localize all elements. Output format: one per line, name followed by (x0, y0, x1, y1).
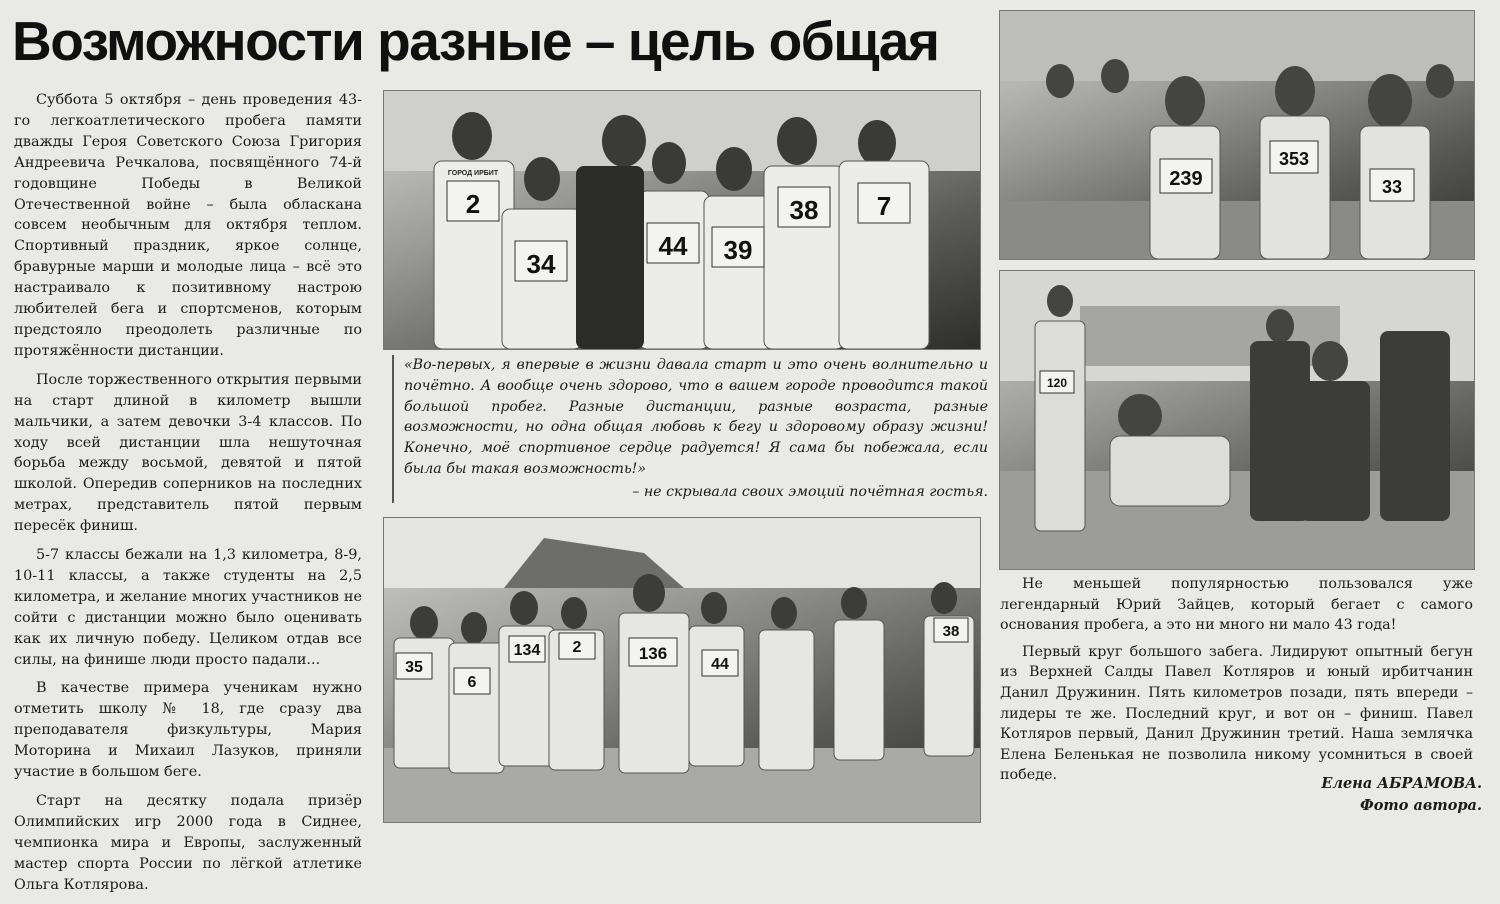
bib-number: 134 (513, 642, 541, 659)
photo-finish-line (999, 270, 1475, 570)
photo-credit: Фото автора. (1359, 797, 1482, 814)
bib-number: 34 (526, 249, 556, 279)
bib-number: 44 (658, 231, 688, 261)
photo-group-runners (383, 90, 981, 350)
photo-kids-start-art (1000, 11, 1474, 259)
left-text-column (14, 90, 362, 904)
quote-block (392, 355, 988, 503)
bib-banner-text: ГОРОД ИРБИТ (447, 170, 499, 177)
right-text-column (1000, 574, 1473, 792)
bib-number: 239 (1169, 168, 1203, 190)
quote-text: «Во-первых, я впервые в жизни давала старт и это очень волнительно и почётно. А вообще очень здорово, что в вашем городе проводится такой большой пробег. Разные дистанции, разные возраста, разные возможности, но одна общая любовь к бегу и здоровому образу жизни! Конечно, моё спортивное сердце радуется! Я сама бы побежала, если была бы такая возможность!» (404, 357, 988, 477)
bib-number: 33 (1381, 177, 1403, 197)
paragraph: 5-7 классы бежали на 1,3 километра, 8-9, 10-11 классы, а также студенты на 2,5 километра, и желание многих участников не сойти с дистанции можно было оценивать как их личную победу. Целиком отдав все силы, на финише люди просто падали... (14, 547, 362, 668)
quote-attribution: – не скрывала своих эмоций почётная гостья. (632, 483, 988, 500)
bib-number: 136 (638, 644, 668, 663)
bib-number: 2 (572, 639, 582, 656)
bib-number: 2 (465, 189, 481, 219)
paragraph: После торжественного открытия первыми на старт длиной в километр вышли мальчики, а затем девочки 3-4 классов. По ходу всей дистанции шла нешуточная борьба между восьмой, девятой и пятой школой. Опередив соперников на последних метрах, представитель пятой первым пересёк финиш. (14, 371, 362, 535)
photo-race-start (383, 517, 981, 823)
bib-number: 39 (723, 235, 753, 265)
byline (1321, 773, 1482, 817)
photo-group-runners-art (384, 91, 980, 349)
photo-finish-line-art (1000, 271, 1474, 569)
bib-number: 7 (876, 191, 892, 221)
paragraph: Первый круг большого забега. Лидируют опытный бегун из Верхней Салды Павел Котляров и юный ирбитчанин Данил Дружинин. Пять километров позади, пять впереди – лидеры те же. Последний круг, и вот он – финиш. Павел Котляров первый, Данил Дружинин третий. Наша землячка Елена Беленькая не позволила никому усомниться в своей победе. (1000, 643, 1473, 784)
bib-number: 44 (711, 656, 729, 673)
bib-number: 38 (789, 195, 819, 225)
paragraph: В качестве примера ученикам нужно отметить школу № 18, где сразу два преподавателя физкультуры, Мария Моторина и Михаил Лазуков, приняли участие в большом беге. (14, 680, 362, 781)
bib-number: 38 (942, 623, 960, 640)
bib-number: 353 (1278, 149, 1310, 169)
photo-race-start-art (384, 518, 980, 822)
author-name: Елена АБРАМОВА. (1321, 775, 1482, 792)
paragraph: Не меньшей популярностью пользовался уже легендарный Юрий Зайцев, который бегает с самого основания пробега, а это ни много ни мало 43 года! (1000, 576, 1473, 634)
paragraph: Суббота 5 октября – день проведения 43-го легкоатлетического пробега памяти дважды Героя Советского Союза Григория Андреевича Речкалова, посвящённого 74-й годовщине Победы в Великой Отечественной войне – была обласкана совсем необычным для октября теплом. Спортивный праздник, яркое солнце, бравурные марши и молодые лица – всё это настраивало к позитивному настрою любителей бега и спортсменов, которым предстояло преодолеть различные по протяжённости дистанции. (14, 92, 362, 359)
photo-kids-start (999, 10, 1475, 260)
paragraph: Старт на десятку подала призёр Олимпийских игр 2000 года в Сиднее, чемпионка мира и Европы, заслуженный мастер спорта России по лёгкой атлетике Ольга Котлярова. (14, 793, 362, 893)
bib-number: 6 (467, 674, 477, 691)
bib-number: 35 (405, 659, 423, 676)
headline: Возможности разные – цель общая (12, 10, 939, 72)
bib-number: 120 (1046, 376, 1068, 390)
